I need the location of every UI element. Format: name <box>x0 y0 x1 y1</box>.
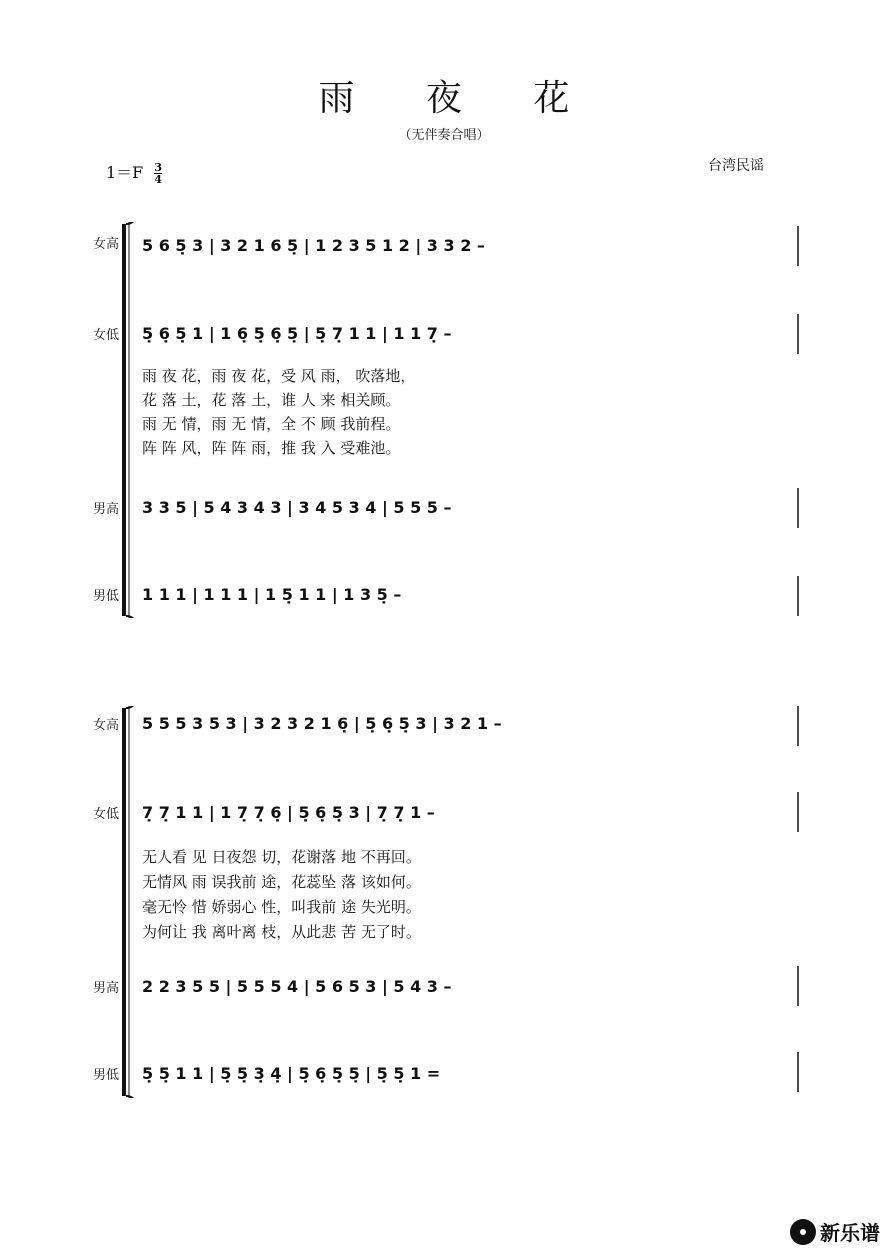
lyrics-line: 雨 夜 花，雨 夜 花，受 风 雨， 吹落地， <box>142 367 416 385</box>
voice-label-bass: 男低 <box>93 1068 120 1083</box>
voice-label-bass: 男低 <box>93 589 120 604</box>
score-subtitle: （无伴奏合唱） <box>398 128 490 143</box>
voice-label-tenor: 男高 <box>93 502 120 517</box>
notes-soprano-1: 5 6 5̣ 3 | 3 2 1 6 5̣ | 1 2 3 5 1 2 | 3 3 2 – <box>142 236 485 255</box>
notes-bass-2: 5̣ 5̣ 1 1 | 5̣ 5̣ 3̣ 4̣ | 5̣ 6̣ 5̣ 5̣ | 5̣ 5̣ 1 = <box>142 1064 441 1083</box>
lyrics-line: 阵 阵 风，阵 阵 雨，推 我 入 受难池。 <box>142 439 401 457</box>
notes-alto-1: 5̣ 6̣ 5̣ 1 | 1 6̣ 5̣ 6̣ 5̣ | 5̣ 7̣ 1 1 | 1 1 7̣ – <box>142 324 452 343</box>
lyrics-line: 雨 无 情，雨 无 情，全 不 顾 我前程。 <box>142 415 401 433</box>
lyrics-line: 花 落 土，花 落 土，谁 人 来 相关顾。 <box>142 391 401 409</box>
notes-tenor-2: 2 2 3 5 5 | 5 5 5 4 | 5 6 5 3 | 5 4 3 – <box>142 977 452 996</box>
notes-tenor-1: 3 3 5 | 5 4 3 4 3 | 3 4 5 3 4 | 5 5 5 – <box>142 498 452 517</box>
lyrics-line: 无情风 雨 误我前 途，花蕊坠 落 该如何。 <box>142 873 421 891</box>
final-barline-1 <box>795 226 801 616</box>
notes-soprano-2: 5 5 5 3 5 3 | 3 2 3 2 1 6̣ | 5̣ 6̣ 5̣ 3 | 3 2 1 – <box>142 714 502 733</box>
lyrics-line: 为何让 我 离叶离 枝，从此悲 苦 无了时。 <box>142 923 421 941</box>
lyrics-line: 毫无怜 惜 娇弱心 性，叫我前 途 失光明。 <box>142 898 421 916</box>
notes-alto-2: 7̣ 7̣ 1 1 | 1 7̣ 7̣ 6̣ | 5̣ 6̣ 5̣ 3 | 7̣ 7̣ 1 – <box>142 803 435 822</box>
key-signature <box>106 160 162 185</box>
key-text: 1＝F <box>106 163 144 182</box>
voice-label-tenor: 男高 <box>93 981 120 996</box>
system-brace-2 <box>118 706 138 1098</box>
voice-label-alto: 女低 <box>93 807 120 822</box>
time-sig-bottom: 4 <box>154 173 163 186</box>
system-brace-1 <box>118 222 138 618</box>
time-signature <box>154 162 162 185</box>
logo-text: 新乐谱 <box>820 1221 880 1245</box>
voice-label-alto: 女低 <box>93 328 120 343</box>
site-logo <box>790 1217 880 1246</box>
final-barline-2 <box>795 706 801 1096</box>
score-title: 雨 夜 花 <box>318 78 600 119</box>
voice-label-soprano: 女高 <box>93 237 120 252</box>
lyrics-line: 无人看 见 日夜怨 切，花谢落 地 不再回。 <box>142 848 421 866</box>
record-icon <box>790 1219 816 1245</box>
time-sig-top: 3 <box>154 161 163 174</box>
voice-label-soprano: 女高 <box>93 718 120 733</box>
notes-bass-1: 1 1 1 | 1 1 1 | 1 5̣ 1 1 | 1 3 5̣ – <box>142 585 402 604</box>
composer-label: 台湾民谣 <box>708 158 764 174</box>
